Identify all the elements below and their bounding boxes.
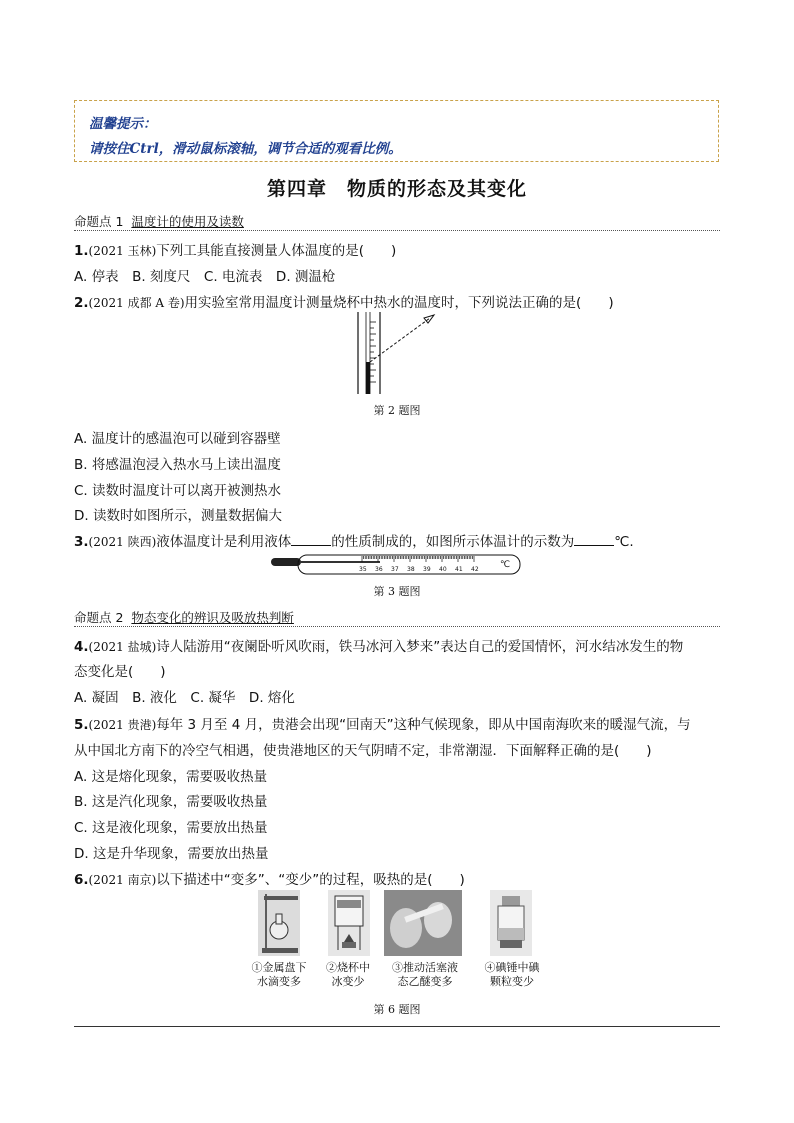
q3-scale-label: 37 [391,566,399,573]
q3-scale-label: 38 [407,566,415,573]
q3-blank-2 [574,533,614,546]
q6-label-4 [474,961,550,989]
q6-label-2-line2: 冰变少 [331,975,365,988]
q1-options: A. 停表 B. 刻度尺 C. 电流表 D. 测温枪 [74,269,336,285]
q4-options: A. 凝固 B. 液化 C. 凝华 D. 熔化 [74,690,295,706]
q6-image-3-syringe-hand [384,890,462,956]
q6-stem [74,868,465,888]
q5-stem-line1 [74,713,691,733]
q6-label-1-line2: 水滴变多 [257,975,301,988]
q3-number: 3. [74,534,89,550]
q3-clinical-thermometer-figure [270,553,522,577]
q5-option-b: B. 这是汽化现象，需要吸收热量 [74,794,268,810]
q5-stem-line2: 从中国北方南下的冷空气相遇，使贵港地区的天气阴晴不定，非常潮湿．下面解释正确的是( ) [74,743,652,759]
q1-number: 1. [74,243,89,259]
q2-thermometer-figure [350,312,440,396]
page-bottom-rule [74,1026,720,1027]
q3-scale-label: 36 [375,566,383,573]
q5-source: (2021 贵港) [88,718,157,732]
q6-caption: 第 6 题图 [373,1003,421,1016]
q6-label-4-line2: 颗粒变少 [490,975,534,988]
q3-stem [74,530,634,550]
q6-image-1-plate-over-flask [258,890,300,956]
q6-label-3 [384,961,466,989]
tip-box [74,100,719,162]
q3-caption: 第 3 题图 [373,585,421,598]
q1-stem [74,239,396,259]
q2-number: 2. [74,295,89,311]
q4-source: (2021 盐城) [88,640,157,654]
q6-label-4-line1: ④碘锤中碘 [484,961,540,974]
q2-source: (2021 成都 A 卷) [88,296,185,310]
q6-image-2-beaker-ice [328,890,370,956]
q3-scale-label: 40 [439,566,447,573]
q6-label-3-line1: ③推动活塞液 [392,961,458,974]
q3-blank-1 [291,533,331,546]
q2-option-d: D. 读数时如图所示，测量数据偏大 [74,508,282,524]
q1-source: (2021 玉林) [88,244,157,258]
topic-2-text: 物态变化的辨识及吸放热判断 [131,610,294,625]
q6-label-2-line1: ②烧杯中 [326,961,370,974]
q6-text: 以下描述中“变多”、“变少”的过程，吸热的是( ) [156,872,465,888]
tip-body: 请按住Ctrl，滑动鼠标滚轴，调节合适的观看比例。 [89,141,402,157]
topic-2-label: 命题点 2 [74,610,124,625]
q4-stem-line2: 态变化是( ) [74,664,166,680]
q2-text: 用实验室常用温度计测量烧杯中热水的温度时，下列说法正确的是( ) [184,295,614,311]
q5-text-1: 每年 3 月至 4 月，贵港会出现“回南天”这种气候现象，即从中国南海吹来的暖湿气流，与 [156,717,691,733]
q2-option-a: A. 温度计的感温泡可以碰到容器壁 [74,431,281,447]
q2-option-b: B. 将感温泡浸入热水马上读出温度 [74,457,281,473]
q3-unit: ℃ [500,560,511,570]
q2-caption: 第 2 题图 [373,404,421,417]
q3-text-c: ℃. [614,534,634,550]
q2-stem [74,291,614,311]
q6-label-1 [242,961,316,989]
q3-scale-label: 39 [423,566,431,573]
q2-option-c: C. 读数时温度计可以离开被测热水 [74,483,282,499]
q5-number: 5. [74,717,89,733]
q4-text-1: 诗人陆游用“夜阑卧听风吹雨，铁马冰河入梦来”表达自己的爱国情怀，河水结冰发生的物 [156,639,684,655]
tip-title: 温馨提示： [89,116,157,132]
q6-label-1-line1: ①金属盘下 [251,961,307,974]
q6-source: (2021 南京) [88,873,157,887]
q4-number: 4. [74,639,89,655]
q3-scale-label: 41 [455,566,463,573]
topic-1-text: 温度计的使用及读数 [131,214,244,229]
topic-1-label: 命题点 1 [74,214,124,229]
q3-text-b: 的性质制成的，如图所示体温计的示数为 [331,534,575,550]
q3-scale-label: 42 [471,566,479,573]
q1-text: 下列工具能直接测量人体温度的是( ) [156,243,397,259]
chapter-title: 第四章 物质的形态及其变化 [266,178,527,200]
q3-scale-label: 35 [359,566,367,573]
q5-option-a: A. 这是熔化现象，需要吸收热量 [74,769,268,785]
topic-1 [74,212,720,231]
q5-option-d: D. 这是升华现象，需要放出热量 [74,846,269,862]
q3-source: (2021 陕西) [88,535,157,549]
q6-label-3-line2: 态乙醚变多 [397,975,453,988]
q6-image-4-iodine-hammer [490,890,532,956]
q5-option-c: C. 这是液化现象，需要放出热量 [74,820,268,836]
q6-number: 6. [74,872,89,888]
q6-label-2 [314,961,382,989]
q4-stem-line1 [74,635,683,655]
q3-text-a: 液体温度计是利用液体 [156,534,292,550]
topic-2 [74,608,720,627]
